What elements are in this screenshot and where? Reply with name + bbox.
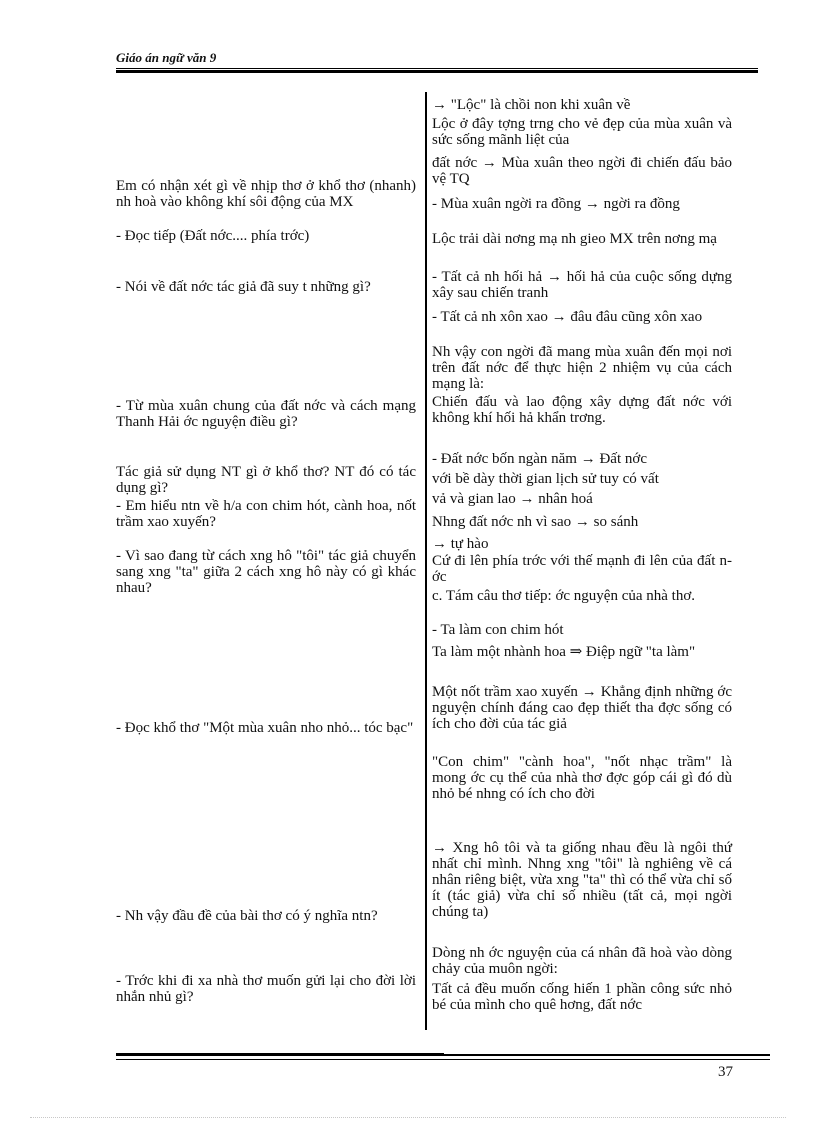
answer-text: Nh vậy con ngời đã mang mùa xuân đến mọi nơi trên đất nớc để thực hiện 2 nhiệm vụ của cách mạng là: [432, 344, 732, 392]
answer-text: - Mùa xuân ngời ra đồng → ngời ra đồng [432, 196, 680, 212]
footer-rule-left [116, 1053, 444, 1056]
answer-text: c. Tám câu thơ tiếp: ớc nguyện của nhà thơ. [432, 588, 696, 604]
bottom-dotted-border [30, 1117, 786, 1118]
question-text: - Trớc khi đi xa nhà thơ muốn gửi lại cho đời lời nhắn nhủ gì? [116, 973, 416, 1005]
answer-text: Ta làm một nhành hoa ⇒ Điệp ngữ "ta làm" [432, 644, 696, 660]
question-text: Em có nhận xét gì về nhịp thơ ở khổ thơ (nhanh) nh hoà vào không khí sôi động của MX [116, 178, 416, 210]
question-text: - Đọc tiếp (Đất nớc.... phía trớc) [116, 228, 310, 244]
question-text: - Nh vậy đầu đề của bài thơ có ý nghĩa ntn? [116, 908, 378, 924]
question-text: - Nói về đất nớc tác giả đã suy t những gì? [116, 279, 371, 295]
column-divider [425, 92, 427, 1030]
question-text: - Em hiểu ntn về h/a con chim hót, cành hoa, nốt trầm xao xuyến? [116, 498, 416, 530]
header-rule-thin [116, 68, 758, 69]
answer-text: đất nớc → Mùa xuân theo ngời đi chiến đấu bảo vệ TQ [432, 155, 732, 187]
answer-text: Lộc trải dài nơng mạ nh gieo MX trên nơng mạ [432, 231, 717, 247]
page-header-title: Giáo án ngữ văn 9 [116, 50, 217, 65]
question-text: - Vì sao đang từ cách xng hô "tôi" tác giả chuyển sang xng "ta" giữa 2 cách xng hô này có gì khác nhau? [116, 548, 416, 596]
question-text: Tác giả sử dụng NT gì ở khổ thơ? NT đó có tác dụng gì? [116, 464, 416, 496]
answer-text: với bề dày thời gian lịch sử tuy có vất [432, 471, 659, 487]
answer-text: - Ta làm con chim hót [432, 622, 564, 638]
answer-text: "Con chim" "cành hoa", "nốt nhạc trầm" là mong ớc cụ thể của nhà thơ đợc góp cái gì đó dù nhỏ bé nhng có ích cho đời [432, 754, 732, 802]
footer-rule-thin [116, 1059, 770, 1060]
question-text: - Đọc khổ thơ "Một mùa xuân nho nhỏ... tóc bạc" [116, 720, 414, 736]
answer-text: Lộc ở đây tợng trng cho vẻ đẹp của mùa xuân và sức sống mãnh liệt của [432, 116, 732, 148]
footer-rule-right [444, 1054, 770, 1056]
answer-text: → tự hào [432, 536, 489, 552]
answer-text: - Tất cả nh xôn xao → đâu đâu cũng xôn xao [432, 309, 703, 325]
header-rule-thick [116, 70, 758, 73]
answer-text: vả và gian lao → nhân hoá [432, 491, 593, 507]
answer-text: Tất cả đều muốn cống hiến 1 phần công sức nhỏ bé của mình cho quê hơng, đất nớc [432, 981, 732, 1013]
answer-text: - Tất cả nh hối hả → hối hả của cuộc sống dựng xây sau chiến tranh [432, 269, 732, 301]
answer-text: → Xng hô tôi và ta giống nhau đều là ngôi thứ nhất chỉ mình. Nhng xng "tôi" là nghiêng về cá nhân riêng biệt, vừa xng "ta" thì có thể vừa chỉ số ít (tác giả) vừa chỉ số nhiều (tất cả, mọi ngời chúng ta) [432, 840, 732, 920]
question-text: - Từ mùa xuân chung của đất nớc và cách mạng Thanh Hải ớc nguyện điều gì? [116, 398, 416, 430]
answer-text: - Đất nớc bốn ngàn năm → Đất nớc [432, 451, 647, 467]
answer-text: → "Lộc" là chồi non khi xuân về [432, 97, 631, 113]
answer-text: Cứ đi lên phía trớc với thế mạnh đi lên của đất nớc [432, 553, 732, 585]
answer-text: Một nốt trầm xao xuyến → Khẳng định những ớc nguyện chính đáng cao đẹp thiết tha đợc sống có ích cho đời của tác giả [432, 684, 732, 732]
answer-text: Dòng nh ớc nguyện của cá nhân đã hoà vào dòng chảy của muôn ngời: [432, 945, 732, 977]
answer-text: Chiến đấu và lao động xây dựng đất nớc với không khí hối hả khẩn trơng. [432, 394, 732, 426]
answer-text: Nhng đất nớc nh vì sao → so sánh [432, 514, 639, 530]
page-number: 37 [718, 1064, 733, 1080]
